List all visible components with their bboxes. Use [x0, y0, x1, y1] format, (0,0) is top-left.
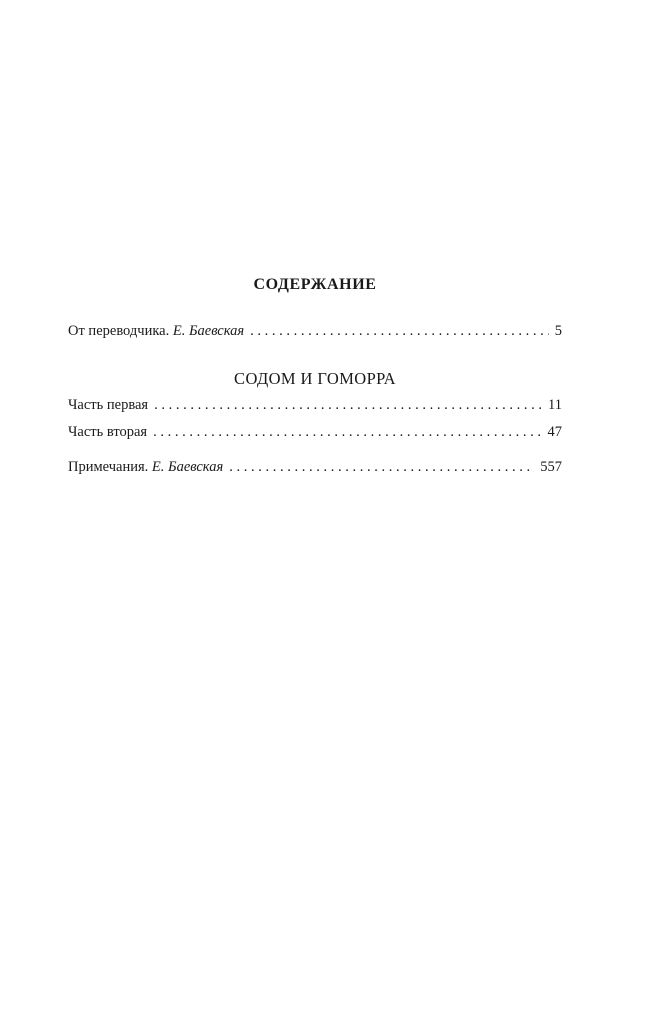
dot-leader [250, 322, 549, 340]
entry-title-text: Часть первая [68, 397, 149, 413]
entry-title-text: От переводчика. [68, 323, 170, 339]
contents-heading: СОДЕРЖАНИЕ [253, 276, 377, 293]
toc-entry-title [68, 458, 223, 476]
page-number: 557 [540, 459, 562, 475]
section-heading: СОДОМ И ГОМОРРА [234, 369, 396, 388]
dot-leader [153, 423, 541, 441]
entry-title-text: Часть вторая [68, 424, 148, 440]
toc-entry-title [68, 322, 244, 340]
entry-title-text: Примечания. [68, 459, 149, 475]
page-number: 11 [548, 397, 562, 413]
dot-leader [154, 396, 542, 414]
dot-leader [229, 458, 534, 476]
entry-author: Е. Баевская [151, 459, 224, 475]
toc-entry-notes[interactable] [68, 458, 562, 476]
toc-entry-part-two[interactable] [68, 423, 562, 441]
toc-entry-translator-note[interactable] [68, 322, 562, 340]
toc-entry-part-one[interactable] [68, 396, 562, 414]
page-number: 5 [554, 323, 562, 339]
entry-author: Е. Баевская [172, 323, 245, 339]
page-number: 47 [547, 424, 562, 440]
